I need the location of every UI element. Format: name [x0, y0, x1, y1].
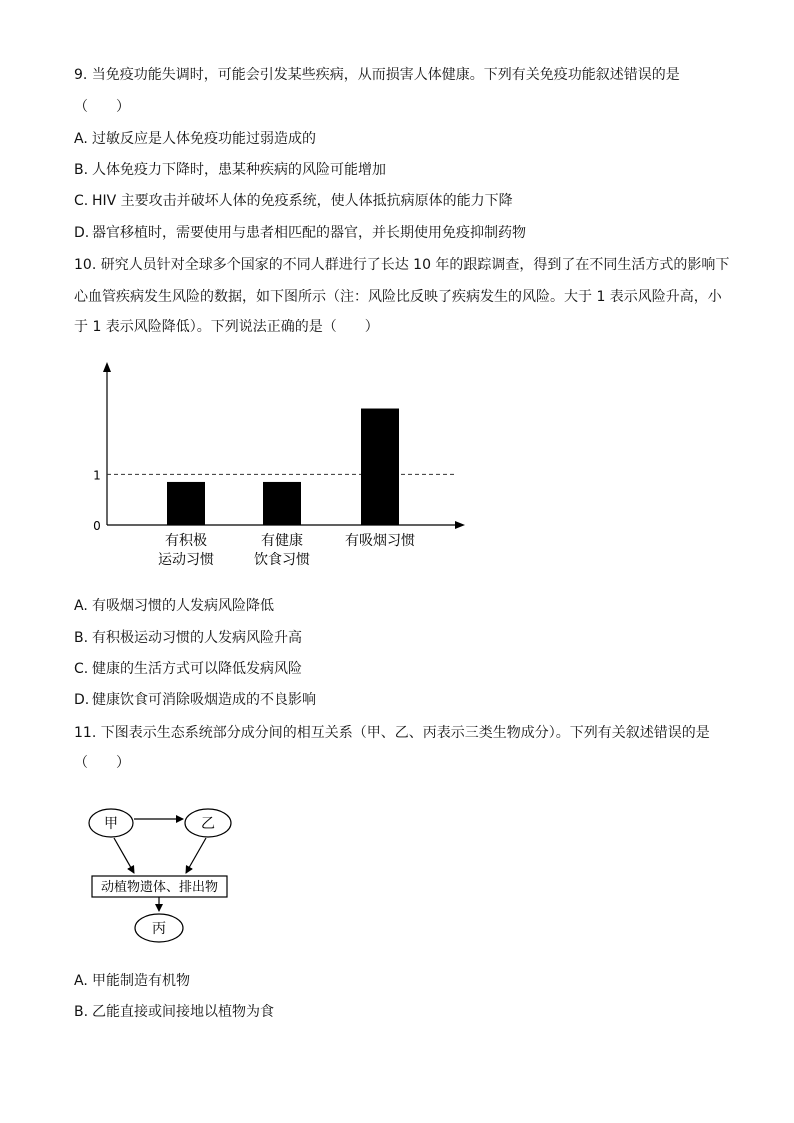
option-letter: A. [74, 598, 88, 614]
x-tick-label: 有吸烟习惯 [345, 533, 415, 549]
remains-box [92, 876, 227, 897]
node-yi [185, 809, 231, 837]
option-letter: A. [74, 973, 88, 989]
remains-box-label: 动植物遗体、排出物 [100, 880, 219, 895]
option-letter: A. [74, 131, 88, 147]
node-jia [89, 809, 133, 837]
q10-stem-line3: 于 1 表示风险降低）。下列说法正确的是（ ） [74, 319, 379, 335]
q10-option-b [74, 629, 302, 647]
node-yi-label: 乙 [201, 816, 215, 832]
y-axis [103, 362, 111, 525]
q11-blank: （ ） [74, 755, 130, 771]
bar-3 [361, 409, 399, 525]
bar-2 [263, 482, 301, 525]
option-text: 甲能制造有机物 [92, 973, 190, 989]
q10-stem-line1: 10. 研究人员针对全球多个国家的不同人群进行了长达 10 年的跟踪调查，得到了在不同生活方式的影响下 [74, 257, 730, 273]
bars-group [167, 409, 399, 525]
q11-stem: 11. 下图表示生态系统部分成分间的相互关系（甲、乙、丙表示三类生物成分）。下列有关叙述错误的是 [74, 725, 710, 741]
node-bing [135, 914, 183, 942]
q9-option-d [74, 224, 526, 242]
q11-option-b [74, 1003, 274, 1021]
option-text: 人体免疫力下降时，患某种疾病的风险可能增加 [92, 162, 386, 178]
arrow-jia-to-box [114, 838, 134, 873]
option-letter: D. [74, 225, 90, 241]
option-letter: C. [74, 661, 89, 677]
option-text: 有吸烟习惯的人发病风险降低 [92, 598, 274, 614]
q10-option-d [74, 691, 316, 709]
option-text: 过敏反应是人体免疫功能过弱造成的 [92, 131, 316, 147]
option-text: 健康的生活方式可以降低发病风险 [92, 661, 302, 677]
option-letter: C. [74, 193, 89, 209]
y-tick-label: 1 [93, 468, 101, 483]
q10-stem-line2: 心血管疾病发生风险的数据，如下图所示（注：风险比反映了疾病发生的风险。大于 1 表示风险升高，小 [74, 289, 722, 305]
bar-1 [167, 482, 205, 525]
q9-blank: （ ） [74, 99, 130, 115]
option-text: 器官移植时，需要使用与患者相匹配的器官，并长期使用免疫抑制药物 [92, 225, 526, 241]
y-ticks-group [93, 468, 101, 533]
risk-bar-chart [85, 358, 475, 578]
option-text: HIV 主要攻击并破坏人体的免疫系统，使人体抵抗病原体的能力下降 [92, 193, 513, 209]
x-tick-label: 有积极 [165, 533, 207, 549]
option-text: 乙能直接或间接地以植物为食 [92, 1004, 274, 1020]
option-text: 有积极运动习惯的人发病风险升高 [92, 630, 302, 646]
y-tick-label: 0 [93, 519, 101, 533]
option-text: 健康饮食可消除吸烟造成的不良影响 [92, 692, 316, 708]
x-tick-label: 饮食习惯 [254, 552, 310, 568]
q10-option-a [74, 597, 274, 615]
q9-option-b [74, 161, 386, 179]
ecosystem-diagram [86, 800, 246, 950]
node-bing-label: 丙 [152, 921, 166, 937]
x-tick-label: 运动习惯 [158, 552, 214, 568]
q9-option-c [74, 192, 513, 210]
q9-option-a [74, 130, 316, 148]
option-letter: B. [74, 630, 89, 646]
node-jia-label: 甲 [104, 816, 118, 832]
q11-option-a [74, 972, 190, 990]
x-labels-group [158, 532, 415, 568]
x-tick-label: 有健康 [261, 533, 303, 549]
q10-option-c [74, 660, 302, 678]
q9-stem: 9. 当免疫功能失调时，可能会引发某些疾病，从而损害人体健康。下列有关免疫功能叙述错误的是 [74, 67, 680, 83]
arrow-yi-to-box [186, 838, 206, 873]
option-letter: B. [74, 1004, 89, 1020]
option-letter: D. [74, 692, 90, 708]
option-letter: B. [74, 162, 89, 178]
